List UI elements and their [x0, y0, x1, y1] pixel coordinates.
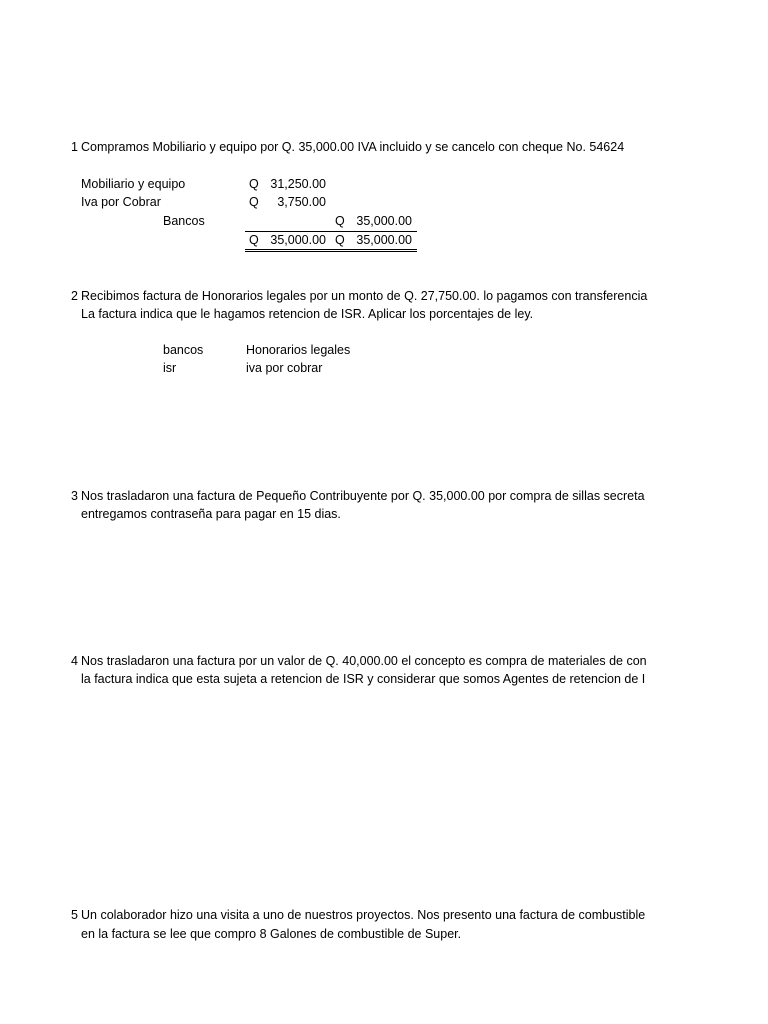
- entry-1-total-credit: 35,000.00: [356, 233, 412, 247]
- entry-1-account-1: Mobiliario y equipo: [81, 177, 186, 191]
- total-top-rule: [245, 231, 417, 232]
- question-3-number: 3: [71, 489, 78, 503]
- entry-2-row-1-col-1: bancos: [163, 343, 204, 357]
- question-5-number: 5: [71, 908, 78, 922]
- total-double-rule-2: [245, 251, 417, 252]
- entry-1-debit-currency-2: Q: [249, 195, 259, 209]
- entry-1-credit-currency-3: Q: [335, 214, 345, 228]
- question-4-line-1: Nos trasladaron una factura por un valor de Q. 40,000.00 el concepto es compra de materiales de con: [81, 654, 647, 668]
- entry-2-row-2-col-1: isr: [163, 361, 177, 375]
- question-1-text: Compramos Mobiliario y equipo por Q. 35,000.00 IVA incluido y se cancelo con cheque No. 54624: [81, 140, 625, 154]
- entry-1-debit-2: 3,750.00: [277, 195, 326, 209]
- entry-1-debit-1: 31,250.00: [270, 177, 326, 191]
- entry-2-row-1-col-2: Honorarios legales: [246, 343, 351, 357]
- question-4-number: 4: [71, 654, 78, 668]
- question-5-line-1: Un colaborador hizo una visita a uno de nuestros proyectos. Nos presento una factura de combustible: [81, 908, 646, 922]
- question-2-line-2: La factura indica que le hagamos retencion de ISR. Aplicar los porcentajes de ley.: [81, 307, 534, 321]
- entry-1-credit-3: 35,000.00: [356, 214, 412, 228]
- question-5-line-2: en la factura se lee que compro 8 Galones de combustible de Super.: [81, 927, 462, 941]
- entry-1-debit-currency-1: Q: [249, 177, 259, 191]
- question-4-line-2: la factura indica que esta sujeta a retencion de ISR y considerar que somos Agentes de retencion de I: [81, 672, 646, 686]
- entry-2-row-2-col-2: iva por cobrar: [246, 361, 323, 375]
- entry-1-total-debit-currency: Q: [249, 233, 259, 247]
- question-1-number: 1: [71, 140, 78, 154]
- question-3-line-2: entregamos contraseña para pagar en 15 dias.: [81, 507, 341, 521]
- entry-1-account-2: Iva por Cobrar: [81, 195, 161, 209]
- question-2-number: 2: [71, 289, 78, 303]
- entry-1-total-credit-currency: Q: [335, 233, 345, 247]
- question-2-line-1: Recibimos factura de Honorarios legales por un monto de Q. 27,750.00. lo pagamos con transferencia: [81, 289, 648, 303]
- entry-1-total-debit: 35,000.00: [270, 233, 326, 247]
- question-3-line-1: Nos trasladaron una factura de Pequeño Contribuyente por Q. 35,000.00 por compra de sillas secreta: [81, 489, 645, 503]
- total-double-rule-1: [245, 249, 417, 250]
- entry-1-account-3: Bancos: [163, 214, 205, 228]
